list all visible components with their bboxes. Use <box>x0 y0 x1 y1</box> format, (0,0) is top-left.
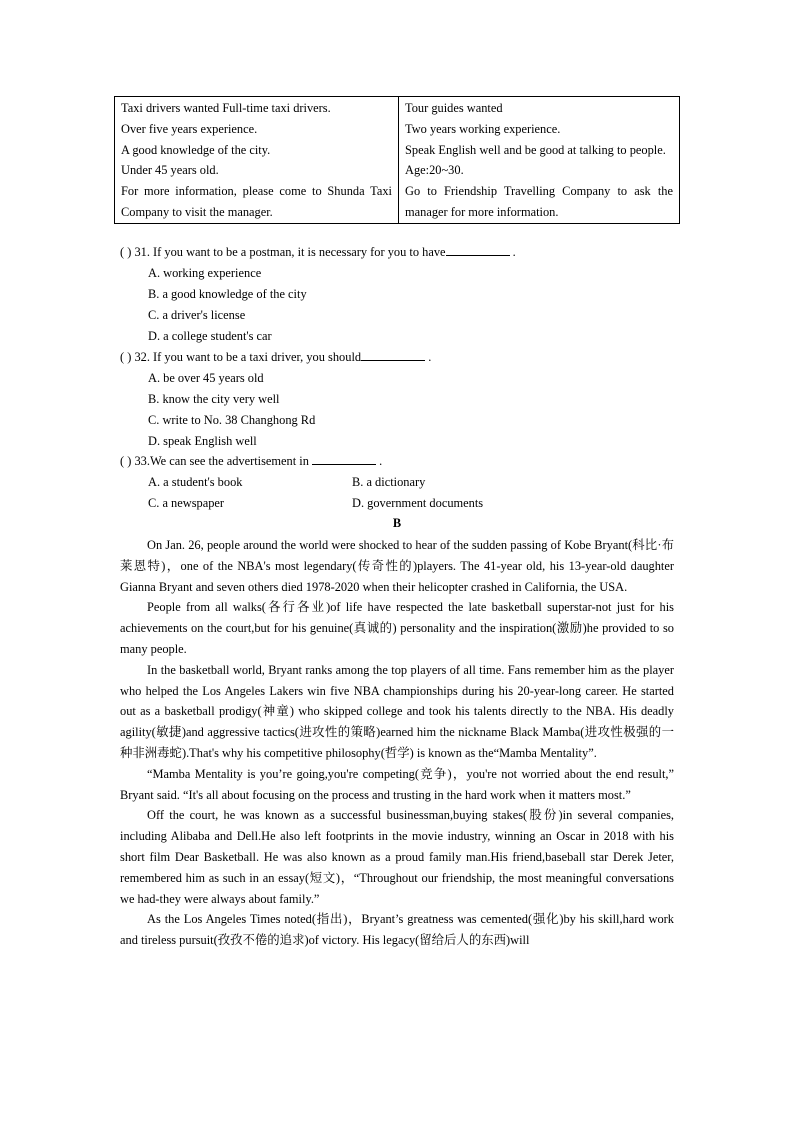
question-end: . <box>379 454 383 468</box>
question-32 <box>120 347 680 368</box>
ad-line: Under 45 years old. <box>121 163 219 178</box>
answer-blank <box>361 347 425 361</box>
job-ads-row <box>115 97 680 224</box>
ad-line: A good knowledge of the city. <box>121 142 271 157</box>
answer-bracket[interactable]: ( ) <box>120 454 132 468</box>
question-31 <box>120 242 680 263</box>
ad-line: Taxi drivers wanted Full-time taxi drivers. <box>121 101 331 115</box>
tour-guide-ad <box>399 97 680 224</box>
option-33-b: B. a dictionary <box>352 475 426 489</box>
option-31-b: B. a good knowledge of the city <box>148 287 307 301</box>
option-33-d: D. government documents <box>352 496 484 510</box>
question-end: . <box>512 245 516 259</box>
ad-line: Speak English well and be good at talking to people. <box>405 142 666 157</box>
passage-paragraph: As the Los Angeles Times noted(指出)，Bryant’s greatness was cemented(强化)by his skill,hard work and tireless pursuit(孜孜不倦的追求)of victory. His legacy(留给后人的东西)will <box>120 912 674 948</box>
question-stem: 33.We can see the advertisement in <box>134 454 309 468</box>
option-31-d: D. a college student's car <box>148 329 272 343</box>
question-stem: 32. If you want to be a taxi driver, you should <box>134 350 362 364</box>
question-end: . <box>428 350 432 364</box>
option-32-a: A. be over 45 years old <box>148 371 264 385</box>
option-31-a: A. working experience <box>148 266 262 280</box>
ad-line: Tour guides wanted <box>405 101 503 115</box>
reading-passage <box>120 535 674 951</box>
answer-blank <box>312 451 376 465</box>
option-33-c: C. a newspaper <box>148 496 225 510</box>
answer-bracket[interactable]: ( ) <box>120 350 132 364</box>
option-33-a: A. a student's book <box>148 475 243 489</box>
passage-paragraph: In the basketball world, Bryant ranks among the top players of all time. Fans remember him as the player who helped the Los Angeles Lakers win five NBA championships during his 20-year-long career. He started out as a basketball prodigy(神童) who skipped college and took his talents directly to the NBA. His deadly agility(敏捷)and aggressive tactics(进攻性的策略)earned him the nickname Black Mamba(进攻性极强的一种非洲毒蛇).That's why his competitive philosophy(哲学) is known as the“Mamba Mentality”. <box>120 662 674 760</box>
passage-paragraph: Off the court, he was known as a successful businessman,buying stakes(股份)in several companies, including Alibaba and Dell.He also left footprints in the movie industry, winning an Oscar in 2018 with his short film Dear Basketball. He was also known as a proud family man.His friend,baseball star Derek Jeter, remembered him as such in an essay(短文)，“Throughout our friendship, the most meaningful conversations we had-they were always about family.” <box>120 808 674 906</box>
option-31-c: C. a driver's license <box>148 308 246 322</box>
ad-line: Go to Friendship Travelling Company to ask the manager for more information. <box>405 184 673 219</box>
passage-paragraph: People from all walks(各行各业)of life have respected the late basketball superstar-not just for his achievements on the court,but for his genuine(真诚的) personality and the inspiration(激励)he provided to so many people. <box>120 600 674 656</box>
answer-blank <box>446 242 510 256</box>
answer-bracket[interactable]: ( ) <box>120 245 132 259</box>
job-ads-table <box>114 96 680 224</box>
option-32-d: D. speak English well <box>148 434 257 448</box>
taxi-driver-ad <box>115 97 399 224</box>
option-32-b: B. know the city very well <box>148 392 280 406</box>
section-title: B <box>392 516 402 530</box>
ad-line: Two years working experience. <box>405 121 561 136</box>
ad-line: Age:20~30. <box>405 163 464 178</box>
ad-line: For more information, please come to Shunda Taxi Company to visit the manager. <box>121 184 392 219</box>
question-stem: 31. If you want to be a postman, it is necessary for you to have <box>134 245 446 259</box>
option-32-c: C. write to No. 38 Changhong Rd <box>148 413 316 427</box>
question-33 <box>120 451 680 472</box>
passage-paragraph: “Mamba Mentality is you’re going,you're competing(竞争)，you're not worried about the end result,” Bryant said. “It's all about focusing on the process and trusting in the hard work when it matters most.” <box>120 766 674 802</box>
ad-line: Over five years experience. <box>121 121 258 136</box>
passage-paragraph: On Jan. 26, people around the world were shocked to hear of the sudden passing of Kobe Bryant(科比·布莱恩特)，one of the NBA's most legendary(传奇性的)players. The 41-year old, his 13-year-old daughter Gianna Bryant and seven others died 1978-2020 when their helicopter crashed in California, the USA. <box>120 538 674 594</box>
